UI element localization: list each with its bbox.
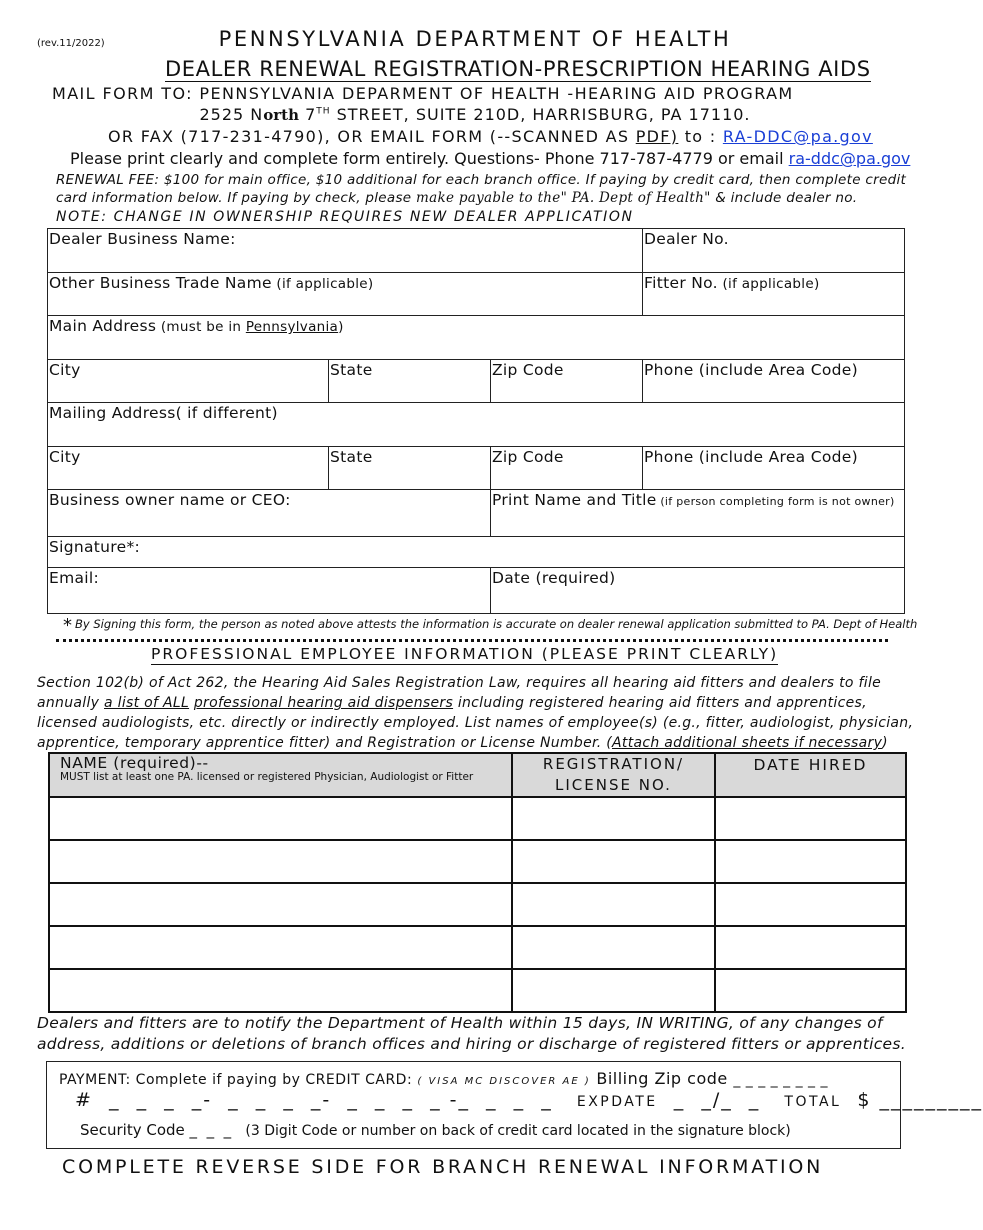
ownership-note: NOTE: CHANGE IN OWNERSHIP REQUIRES NEW DEALER APPLICATION <box>56 209 634 225</box>
dealer-business-name-field[interactable]: Dealer Business Name: <box>48 229 643 273</box>
print-name-title-field[interactable]: Print Name and Title (if person completing form is not owner) <box>491 490 905 537</box>
form-title: DEALER RENEWAL REGISTRATION-PRESCRIPTION HEARING AIDS <box>165 57 871 81</box>
security-code-field[interactable]: Security Code _ _ _ <box>80 1121 246 1139</box>
attestation-note: * By Signing this form, the person as noted above attests the information is accurate on dealer renewal application submitted to PA. Dept of Health <box>63 615 918 636</box>
mail-line-1: MAIL FORM TO: PENNSYLVANIA DEPARMENT OF HEALTH -HEARING AID PROGRAM <box>52 84 794 103</box>
mail-line-3: OR FAX (717-231-4790), OR EMAIL FORM (--SCANNED AS PDF) to : RA-DDC@pa.gov <box>108 127 873 146</box>
card-number-field[interactable]: # _ _ _ _- _ _ _ _- _ _ _ _ -_ _ _ _ <box>75 1089 577 1111</box>
table-row <box>49 797 906 840</box>
dotted-divider <box>56 639 888 642</box>
employee-name-cell[interactable] <box>49 926 512 969</box>
billing-zip-field[interactable]: _ _ _ _ _ _ _ _ <box>733 1072 828 1088</box>
mailing-city-field[interactable]: City <box>48 447 329 490</box>
other-trade-name-field[interactable]: Other Business Trade Name (if applicable) <box>48 273 643 316</box>
email-field[interactable]: Email: <box>48 568 491 614</box>
column-header-name: NAME (required)-- MUST list at least one PA. licensed or registered Physician, Audiologist or Fitter <box>49 753 512 797</box>
employee-date-cell[interactable] <box>715 926 906 969</box>
mailing-zip-field[interactable]: Zip Code <box>491 447 643 490</box>
main-zip-field[interactable]: Zip Code <box>491 360 643 403</box>
mail-line-2: 2525 North 7TH STREET, SUITE 210D, HARRISBURG, PA 17110. <box>199 105 751 124</box>
mailing-state-field[interactable]: State <box>329 447 491 490</box>
employee-date-cell[interactable] <box>715 797 906 840</box>
mailing-address-field[interactable]: Mailing Address( if different) <box>48 403 905 447</box>
dealer-info-table <box>47 228 905 614</box>
employee-name-cell[interactable] <box>49 969 512 1012</box>
employee-date-cell[interactable] <box>715 969 906 1012</box>
employee-license-cell[interactable] <box>512 797 715 840</box>
column-header-date-hired: DATE HIRED <box>715 753 906 797</box>
email-link-lower[interactable]: ra-ddc@pa.gov <box>788 149 911 168</box>
employee-license-cell[interactable] <box>512 926 715 969</box>
employee-date-cell[interactable] <box>715 883 906 926</box>
column-header-registration: REGISTRATION/ LICENSE NO. <box>512 753 715 797</box>
owner-name-field[interactable]: Business owner name or CEO: <box>48 490 491 537</box>
date-field[interactable]: Date (required) <box>491 568 905 614</box>
main-state-field[interactable]: State <box>329 360 491 403</box>
employee-name-cell[interactable] <box>49 797 512 840</box>
employee-license-cell[interactable] <box>512 883 715 926</box>
table-row <box>49 969 906 1012</box>
employee-name-cell[interactable] <box>49 883 512 926</box>
dealers-notice: Dealers and fitters are to notify the Department of Health within 15 days, IN WRITING, of any changes of address, additions or deletions of branch offices and hiring or discharge of registered fitters or apprentices. <box>37 1014 906 1053</box>
payment-line-1: PAYMENT: Complete if paying by CREDIT CARD: ( VISA MC DISCOVER AE ) Billing Zip code _ _ _ _ _ _ _ _ <box>59 1069 828 1088</box>
revision-label: (rev.11/2022) <box>37 38 105 49</box>
main-city-field[interactable]: City <box>48 360 329 403</box>
table-row <box>49 840 906 883</box>
employee-name-cell[interactable] <box>49 840 512 883</box>
total-field[interactable]: $ _________ <box>841 1089 983 1111</box>
employee-table <box>48 752 907 1013</box>
employee-date-cell[interactable] <box>715 840 906 883</box>
email-link-upper[interactable]: RA-DDC@pa.gov <box>722 127 873 146</box>
payment-line-3: Security Code _ _ _ (3 Digit Code or number on back of credit card located in the signature block) <box>80 1121 791 1139</box>
mailing-phone-field[interactable]: Phone (include Area Code) <box>643 447 905 490</box>
main-address-field[interactable]: Main Address (must be in Pennsylvania) <box>48 316 905 360</box>
employee-license-cell[interactable] <box>512 840 715 883</box>
fitter-no-field[interactable]: Fitter No. (if applicable) <box>643 273 905 316</box>
payment-line-2: # _ _ _ _- _ _ _ _- _ _ _ _ -_ _ _ _ EXPDATE _ _/_ _ TOTAL $ _________ <box>75 1089 983 1111</box>
exp-date-field[interactable]: _ _/_ _ <box>657 1089 785 1111</box>
renewal-fee-text: RENEWAL FEE: $100 for main office, $10 additional for each branch office. If paying by credit card, then complete credit card information below. If paying by check, please make payable to the" PA. Dept of Health" & include dealer no. <box>56 172 907 206</box>
professional-heading: PROFESSIONAL EMPLOYEE INFORMATION (PLEASE PRINT CLEARLY) <box>151 645 779 663</box>
signature-field[interactable]: Signature*: <box>48 537 905 568</box>
section-102b-text: Section 102(b) of Act 262, the Hearing Aid Sales Registration Law, requires all hearing aid fitters and dealers to file annually a list of ALL professional hearing aid dispensers including registered hearing aid fitters and apprentices, licensed audiologists, etc. directly or indirectly employed. List names of employee(s) (e.g., fitter, audiologist, physician, apprentice, temporary apprentice fitter) and Registration or License Number. (Attach additional sheets if necessary) <box>37 675 914 751</box>
main-phone-field[interactable]: Phone (include Area Code) <box>643 360 905 403</box>
employee-license-cell[interactable] <box>512 969 715 1012</box>
dealer-no-field[interactable]: Dealer No. <box>643 229 905 273</box>
reverse-side-notice: COMPLETE REVERSE SIDE FOR BRANCH RENEWAL INFORMATION <box>62 1156 824 1178</box>
table-row <box>49 883 906 926</box>
department-title: PENNSYLVANIA DEPARTMENT OF HEALTH <box>218 27 732 51</box>
table-row <box>49 926 906 969</box>
mail-line-4: Please print clearly and complete form entirely. Questions- Phone 717-787-4779 or email ra-ddc@pa.gov <box>70 149 911 168</box>
